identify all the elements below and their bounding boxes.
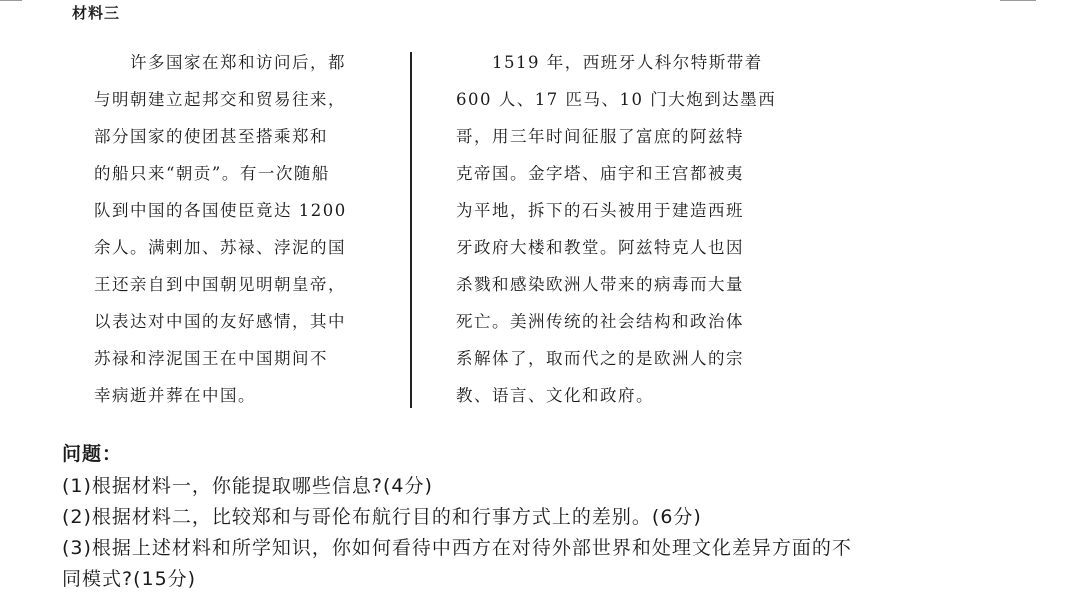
column-divider [410, 52, 412, 408]
right-column-line: 600 人、17 匹马、10 门大炮到达墨西 [456, 90, 777, 109]
left-column-line: 部分国家的使团甚至搭乘郑和 [94, 127, 328, 146]
left-column-line: 许多国家在郑和访问后，都 [94, 53, 346, 72]
left-column-line: 的船只来“朝贡”。有一次随船 [94, 164, 330, 183]
question-1: (1)根据材料一，你能提取哪些信息?(4分) [62, 475, 433, 497]
questions-section [62, 438, 1062, 595]
left-column-line: 苏禄和浡泥国王在中国期间不 [94, 349, 328, 368]
right-column-line: 哥，用三年时间征服了富庶的阿兹特 [456, 127, 744, 146]
right-column-line: 系解体了，取而代之的是欧洲人的宗 [456, 349, 744, 368]
right-column-line: 教、语言、文化和政府。 [456, 386, 654, 405]
right-column-line: 死亡。美洲传统的社会结构和政治体 [456, 312, 744, 331]
question-3-continued: 同模式?(15分) [62, 568, 197, 590]
left-column-line: 队到中国的各国使臣竟达 1200 [94, 201, 347, 220]
right-column-line: 杀戮和感染欧洲人带来的病毒而大量 [456, 275, 744, 294]
question-3: (3)根据上述材料和所学知识，你如何看待中西方在对待外部世界和处理文化差异方面的不 [62, 537, 852, 559]
right-column-line: 牙政府大楼和教堂。阿兹特克人也因 [456, 238, 744, 257]
left-column-line: 幸病逝并葬在中国。 [94, 386, 256, 405]
page-corner-mark-right [1000, 0, 1036, 1]
right-column-line: 为平地，拆下的石头被用于建造西班 [456, 201, 744, 220]
left-column-line: 与明朝建立起邦交和贸易往来， [94, 90, 346, 109]
right-column-line: 1519 年，西班牙人科尔特斯带着 [456, 53, 763, 72]
questions-title: 问题： [62, 443, 123, 465]
left-column-line: 王还亲自到中国朝见明朝皇帝， [94, 275, 346, 294]
right-column-line: 克帝国。金字塔、庙宇和王宫都被夷 [456, 164, 744, 183]
page-corner-mark-left [0, 0, 22, 1]
question-2: (2)根据材料二，比较郑和与哥伦布航行目的和行事方式上的差别。(6分) [62, 506, 702, 528]
left-column-line: 以表达对中国的友好感情，其中 [94, 312, 346, 331]
material-heading: 材料三 [72, 4, 121, 22]
left-column-line: 余人。满剌加、苏禄、浡泥的国 [94, 238, 346, 257]
material-right-column [456, 44, 777, 414]
material-left-column [94, 44, 394, 414]
